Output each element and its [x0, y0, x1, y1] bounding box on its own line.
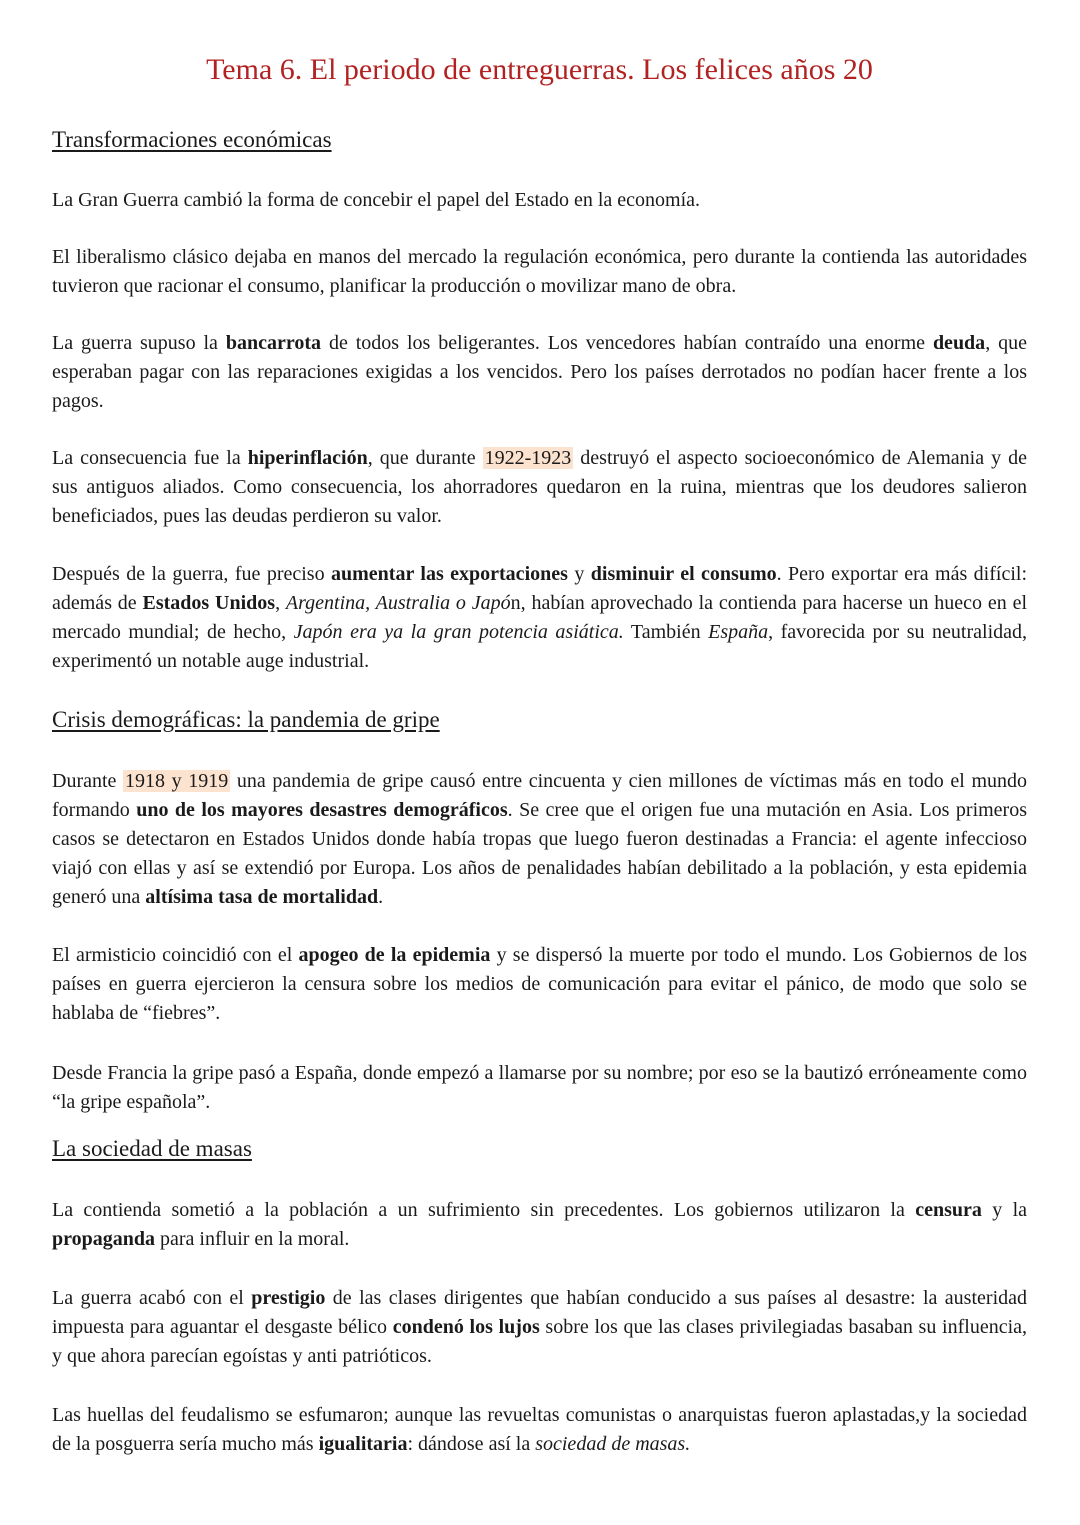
italic-text: España [708, 621, 769, 643]
bold-text: disminuir el consumo [590, 563, 777, 585]
paragraph [52, 1284, 1027, 1371]
text-run: . Pero exportar era más difícil: además de [52, 563, 1027, 614]
bold-text: hiperinflación [247, 447, 368, 469]
highlighted-text: 1918 y 1919 [125, 770, 229, 792]
bold-text: altísima tasa de mortalidad [145, 886, 379, 908]
paragraph [52, 186, 1027, 215]
bold-text: deuda [932, 332, 986, 354]
text-run: sobre los que las clases privilegiadas basaban su influencia, y que ahora parecían egoístas y anti patrióticos. [52, 1316, 1028, 1367]
text-run: n, habían aprovechado la contienda para hacerse un hueco en el mercado mundial; de hecho, [52, 592, 1028, 643]
paragraph [52, 1401, 1027, 1459]
bold-text: bancarrota [225, 332, 322, 354]
text-run: y se dispersó la muerte por todo el mundo. Los Gobiernos de los países en guerra ejercieron la censura sobre los medios de comunicación para evitar el pánico, de modo que solo se hablaba de “fiebres”. [52, 944, 1027, 1024]
paragraph [52, 1059, 1027, 1117]
bold-text: apogeo de la epidemia [298, 944, 491, 966]
text-run: La guerra acabó con el [52, 1287, 252, 1309]
bold-text: igualitaria [318, 1433, 408, 1455]
text-run: de las clases dirigentes que habían conducido a sus países al desastre: la austeridad impuesta para aguantar el desgaste bélico [52, 1287, 1027, 1338]
bold-text: aumentar las exportaciones [331, 563, 568, 585]
paragraph [52, 560, 1027, 676]
paragraph [52, 767, 1027, 912]
paragraph [52, 243, 1027, 301]
document-title: Tema 6. El periodo de entreguerras. Los felices años 20 [206, 53, 873, 86]
text-run: , favorecida por su neutralidad, experimentó un notable auge industrial. [52, 621, 1027, 672]
text-run: La guerra supuso la [52, 332, 226, 354]
section-heading-economicas: Transformaciones económicas [52, 127, 332, 152]
text-run: y [567, 563, 591, 585]
bold-text: prestigio [251, 1287, 326, 1309]
text-run: : dándose así la [407, 1433, 536, 1455]
bold-text: propaganda [52, 1228, 156, 1250]
text-run: Las huellas del feudalismo se esfumaron; aunque las revueltas comunistas o anarquistas fueron aplastadas,y la sociedad de la posguerra sería mucho más [52, 1404, 1027, 1455]
text-run: La consecuencia fue la [52, 447, 248, 469]
italic-text: Japón era ya la gran potencia asiática. [293, 621, 624, 643]
paragraph [52, 329, 1027, 416]
bold-text: censura [915, 1199, 982, 1221]
section-heading-pandemia: Crisis demográficas: la pandemia de gripe [52, 707, 440, 732]
text-run: El liberalismo clásico dejaba en manos del mercado la regulación económica, pero durante la contienda las autoridades tuvieron que racionar el consumo, planificar la producción o movilizar mano de obra. [52, 246, 1027, 297]
text-run: El armisticio coincidió con el [52, 944, 299, 966]
paragraph [52, 1196, 1027, 1254]
text-run: para influir en la moral. [155, 1228, 350, 1250]
paragraph [52, 444, 1027, 531]
bold-text: condenó los lujos [392, 1316, 540, 1338]
text-run: También [623, 621, 709, 643]
text-run: . Se cree que el origen fue una mutación en Asia. Los primeros casos se detectaron en Estados Unidos donde había tropas que luego fueron destinadas a Francia: el agente infeccioso viajó con ellas y así se extendió por Europa. Los años de penalidades habían debilitado a la población, y esta epidemia generó una [52, 799, 1027, 908]
italic-text: sociedad de masas. [535, 1433, 691, 1455]
bold-text: uno de los mayores desastres demográficos [136, 799, 508, 821]
italic-text: Argentina, Australia o Japó [285, 592, 511, 614]
text-run: Después de la guerra, fue preciso [52, 563, 331, 585]
text-run: . [378, 886, 384, 908]
text-run: de todos los beligerantes. Los vencedores habían contraído una enorme [321, 332, 933, 354]
section-heading-sociedad-masas: La sociedad de masas [52, 1136, 252, 1161]
text-run: La Gran Guerra cambió la forma de concebir el papel del Estado en la economía. [52, 189, 701, 211]
text-run: La contienda sometió a la población a un sufrimiento sin precedentes. Los gobiernos utilizaron la [52, 1199, 916, 1221]
text-run: Desde Francia la gripe pasó a España, donde empezó a llamarse por su nombre; por eso se la bautizó erróneamente como “la gripe española”. [52, 1062, 1027, 1113]
highlighted-text: 1922-1923 [484, 447, 572, 469]
text-run: , que durante [367, 447, 483, 469]
text-run: destruyó el aspecto socioeconómico de Alemania y de sus antiguos aliados. Como consecuencia, los ahorradores quedaron en la ruina, mientras que los deudores salieron beneficiados, pues las deudas perdieron su valor. [52, 447, 1028, 527]
text-run: , [275, 592, 286, 614]
text-run: una pandemia de gripe causó entre cincuenta y cien millones de víctimas más en todo el mundo formando [52, 770, 1028, 821]
paragraph [52, 941, 1027, 1028]
text-run: Durante [52, 770, 124, 792]
bold-text: Estados Unidos [142, 592, 276, 614]
text-run: , que esperaban pagar con las reparaciones exigidas a los vencidos. Pero los países derrotados no podían hacer frente a los pagos. [52, 332, 1027, 412]
text-run: y la [981, 1199, 1028, 1221]
